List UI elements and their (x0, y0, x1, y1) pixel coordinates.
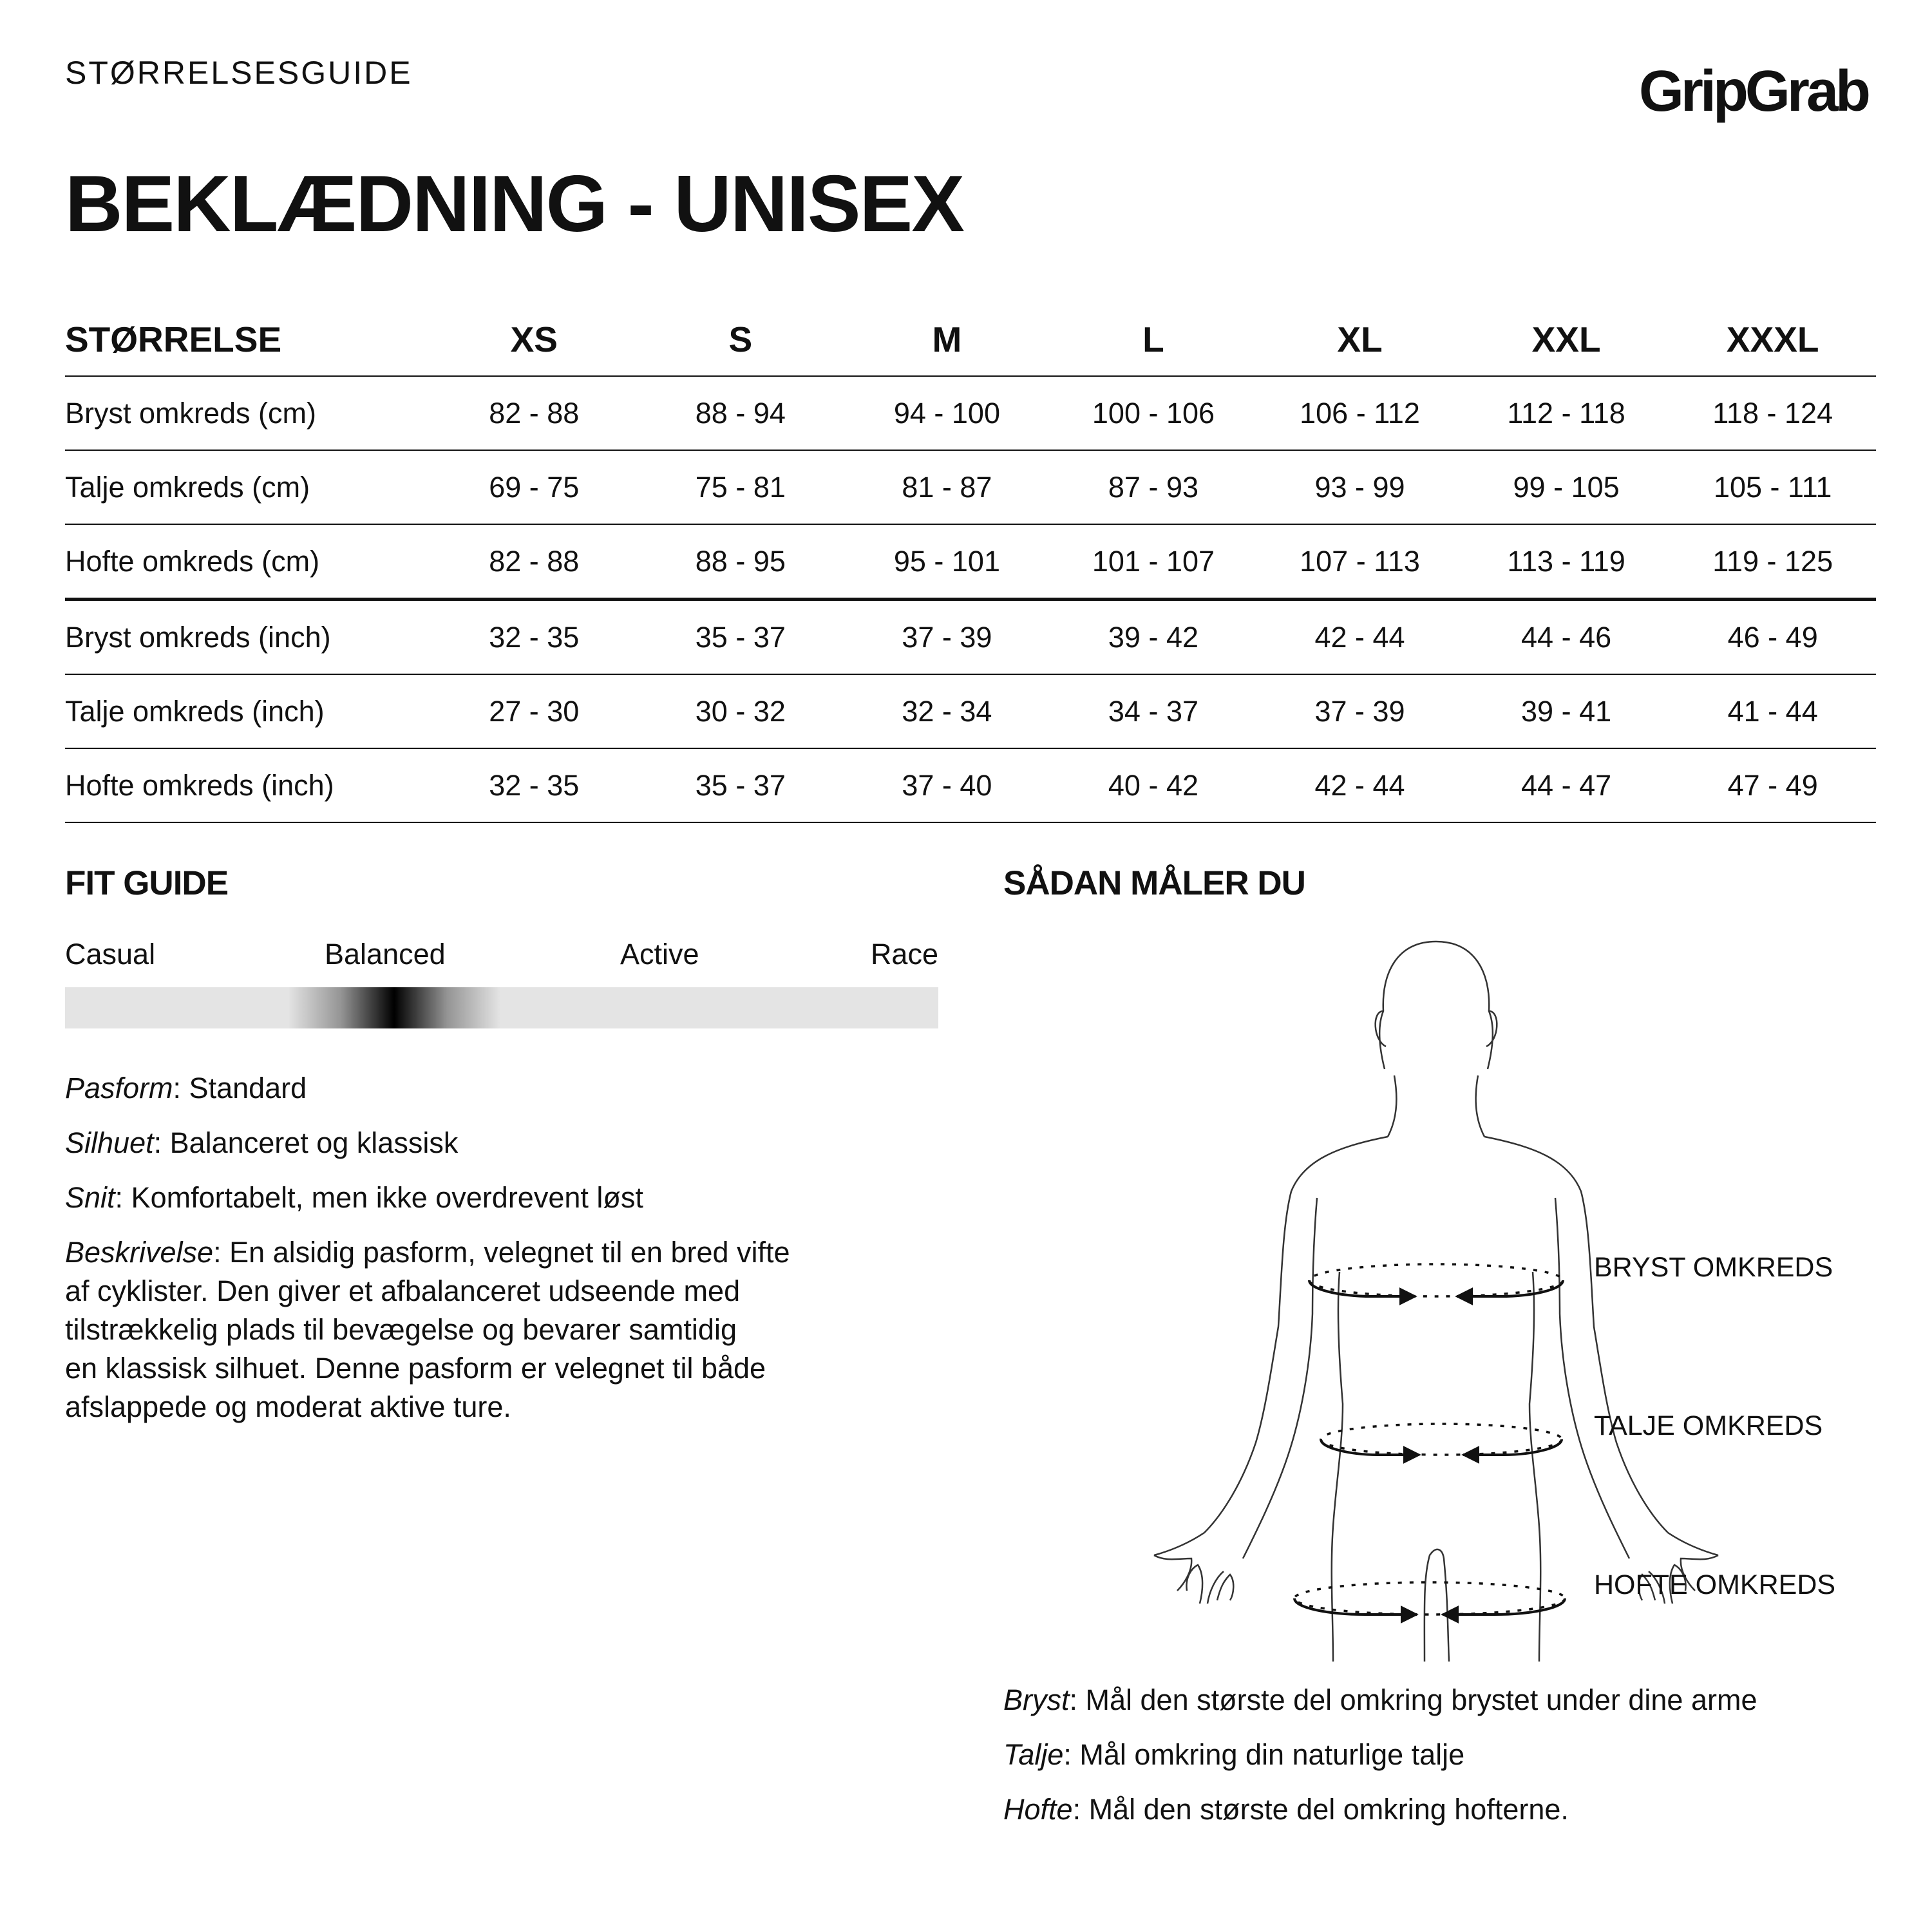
table-cell: 107 - 113 (1300, 544, 1420, 578)
fit-scale-balanced: Balanced (325, 938, 446, 971)
fit-scale-labels (65, 935, 938, 974)
table-cell: 32 - 35 (489, 768, 580, 802)
waist-label: TALJE OMKREDS (1594, 1410, 1823, 1441)
table-cell: 88 - 94 (695, 396, 786, 430)
table-cell: 27 - 30 (489, 694, 580, 728)
table-cell: 47 - 49 (1727, 768, 1818, 802)
fit-detail-key: Snit (65, 1181, 115, 1214)
table-cell: 42 - 44 (1314, 768, 1405, 802)
instruction-talje (1003, 1736, 1464, 1774)
table-cell: 69 - 75 (489, 470, 580, 504)
size-col-s: S (728, 319, 753, 359)
size-col-xxl: XXL (1531, 319, 1601, 359)
size-header-row (65, 303, 1876, 376)
fit-scale-active: Active (620, 938, 699, 971)
table-cell: 82 - 88 (489, 396, 580, 430)
instruction-key: Bryst (1003, 1683, 1070, 1716)
table-row (65, 748, 1876, 822)
table-cell: 37 - 39 (902, 620, 992, 654)
fit-description-line: af cyklister. Den giver et afbalanceret udseende med (65, 1274, 741, 1307)
hip-label: HOFTE OMKREDS (1594, 1569, 1836, 1600)
table-cell: 42 - 44 (1314, 620, 1405, 654)
instruction-value: : Mål den største del omkring hofterne. (1072, 1793, 1569, 1826)
table-cell: 30 - 32 (695, 694, 786, 728)
table-cell: 39 - 41 (1521, 694, 1612, 728)
waist-measure-loop (1321, 1424, 1562, 1455)
instruction-hofte (1003, 1790, 1569, 1829)
instruction-bryst (1003, 1681, 1757, 1719)
fit-detail-value: : Komfortabelt, men ikke overdrevent løst (115, 1181, 643, 1214)
table-cell: 32 - 35 (489, 620, 580, 654)
table-cell: 105 - 111 (1713, 470, 1832, 504)
table-cell: 40 - 42 (1108, 768, 1199, 802)
table-cell: 93 - 99 (1314, 470, 1405, 504)
fit-description-key: Beskrivelse (65, 1236, 214, 1269)
table-cell: 87 - 93 (1108, 470, 1199, 504)
table-cell: 99 - 105 (1513, 470, 1620, 504)
fit-scale-race: Race (870, 938, 938, 971)
table-cell: 94 - 100 (893, 396, 1000, 430)
table-row (65, 674, 1876, 748)
table-cell: 88 - 95 (695, 544, 786, 578)
table-row (65, 600, 1876, 675)
table-cell: 101 - 107 (1092, 544, 1215, 578)
size-col-l: L (1142, 319, 1164, 359)
row-label: Hofte omkreds (inch) (65, 768, 334, 802)
fit-scale-casual: Casual (65, 938, 156, 971)
table-cell: 37 - 40 (902, 768, 992, 802)
size-col-xl: XL (1337, 319, 1383, 359)
table-cell: 34 - 37 (1108, 694, 1199, 728)
body-outline (1154, 942, 1718, 1662)
table-row (65, 524, 1876, 600)
fit-guide-title: FIT GUIDE (65, 864, 229, 902)
instruction-value: : Mål den største del omkring brystet under dine arme (1069, 1683, 1757, 1716)
fit-detail-silhuet (65, 1124, 458, 1162)
fit-description-line: : En alsidig pasform, velegnet til en bred vifte (213, 1236, 790, 1269)
row-label: Bryst omkreds (cm) (65, 396, 317, 430)
table-cell: 81 - 87 (902, 470, 992, 504)
size-col-xxxl: XXXL (1726, 319, 1819, 359)
chest-label: BRYST OMKREDS (1594, 1252, 1833, 1283)
fit-selected-marker (288, 987, 500, 1028)
table-cell: 113 - 119 (1507, 544, 1625, 578)
measure-title: SÅDAN MÅLER DU (1003, 864, 1305, 902)
table-cell: 119 - 125 (1712, 544, 1833, 578)
size-header-label: STØRRELSE (65, 319, 282, 359)
instruction-value: : Mål omkring din naturlige talje (1063, 1738, 1465, 1771)
table-cell: 95 - 101 (893, 544, 1000, 578)
gripgrab-logo[interactable]: GripGrab (1638, 59, 1868, 124)
page-title: BEKLÆDNING - UNISEX (65, 160, 963, 249)
fit-detail-value: : Balanceret og klassisk (153, 1126, 459, 1159)
fit-scale-bar (65, 987, 938, 1028)
fit-detail-value: : Standard (173, 1072, 307, 1104)
table-cell: 32 - 34 (902, 694, 992, 728)
fit-description-line: tilstrækkelig plads til bevægelse og bevarer samtidig (65, 1313, 737, 1346)
table-cell: 37 - 39 (1314, 694, 1405, 728)
size-table (65, 303, 1876, 823)
table-cell: 35 - 37 (695, 768, 786, 802)
fit-description-line: afslappede og moderat aktive ture. (65, 1390, 511, 1423)
table-cell: 44 - 46 (1521, 620, 1612, 654)
chest-measure-loop (1309, 1264, 1563, 1296)
row-label: Talje omkreds (cm) (65, 470, 310, 504)
table-cell: 82 - 88 (489, 544, 580, 578)
row-label: Talje omkreds (inch) (65, 694, 325, 728)
fit-detail-key: Pasform (65, 1072, 173, 1104)
fit-detail-pasform (65, 1069, 307, 1108)
table-cell: 35 - 37 (695, 620, 786, 654)
table-cell: 44 - 47 (1521, 768, 1612, 802)
size-col-m: M (932, 319, 962, 359)
table-cell: 100 - 106 (1092, 396, 1215, 430)
fit-detail-snit (65, 1179, 643, 1217)
table-cell: 46 - 49 (1727, 620, 1818, 654)
table-row (65, 376, 1876, 450)
row-label: Hofte omkreds (cm) (65, 544, 320, 578)
instruction-key: Talje (1003, 1738, 1064, 1771)
table-cell: 39 - 42 (1108, 620, 1199, 654)
table-cell: 112 - 118 (1507, 396, 1625, 430)
table-cell: 118 - 124 (1712, 396, 1833, 430)
table-row (65, 450, 1876, 524)
instruction-key: Hofte (1003, 1793, 1073, 1826)
body-figure (1146, 914, 1887, 1662)
fit-description (65, 1233, 902, 1426)
fit-detail-key: Silhuet (65, 1126, 154, 1159)
table-cell: 41 - 44 (1727, 694, 1818, 728)
fit-description-line: en klassisk silhuet. Denne pasform er velegnet til både (65, 1352, 766, 1385)
table-cell: 106 - 112 (1300, 396, 1420, 430)
size-col-xs: XS (510, 319, 558, 359)
guide-kicker: STØRRELSESGUIDE (65, 55, 413, 91)
row-label: Bryst omkreds (inch) (65, 620, 331, 654)
hip-measure-loop (1294, 1582, 1565, 1615)
table-cell: 75 - 81 (695, 470, 786, 504)
